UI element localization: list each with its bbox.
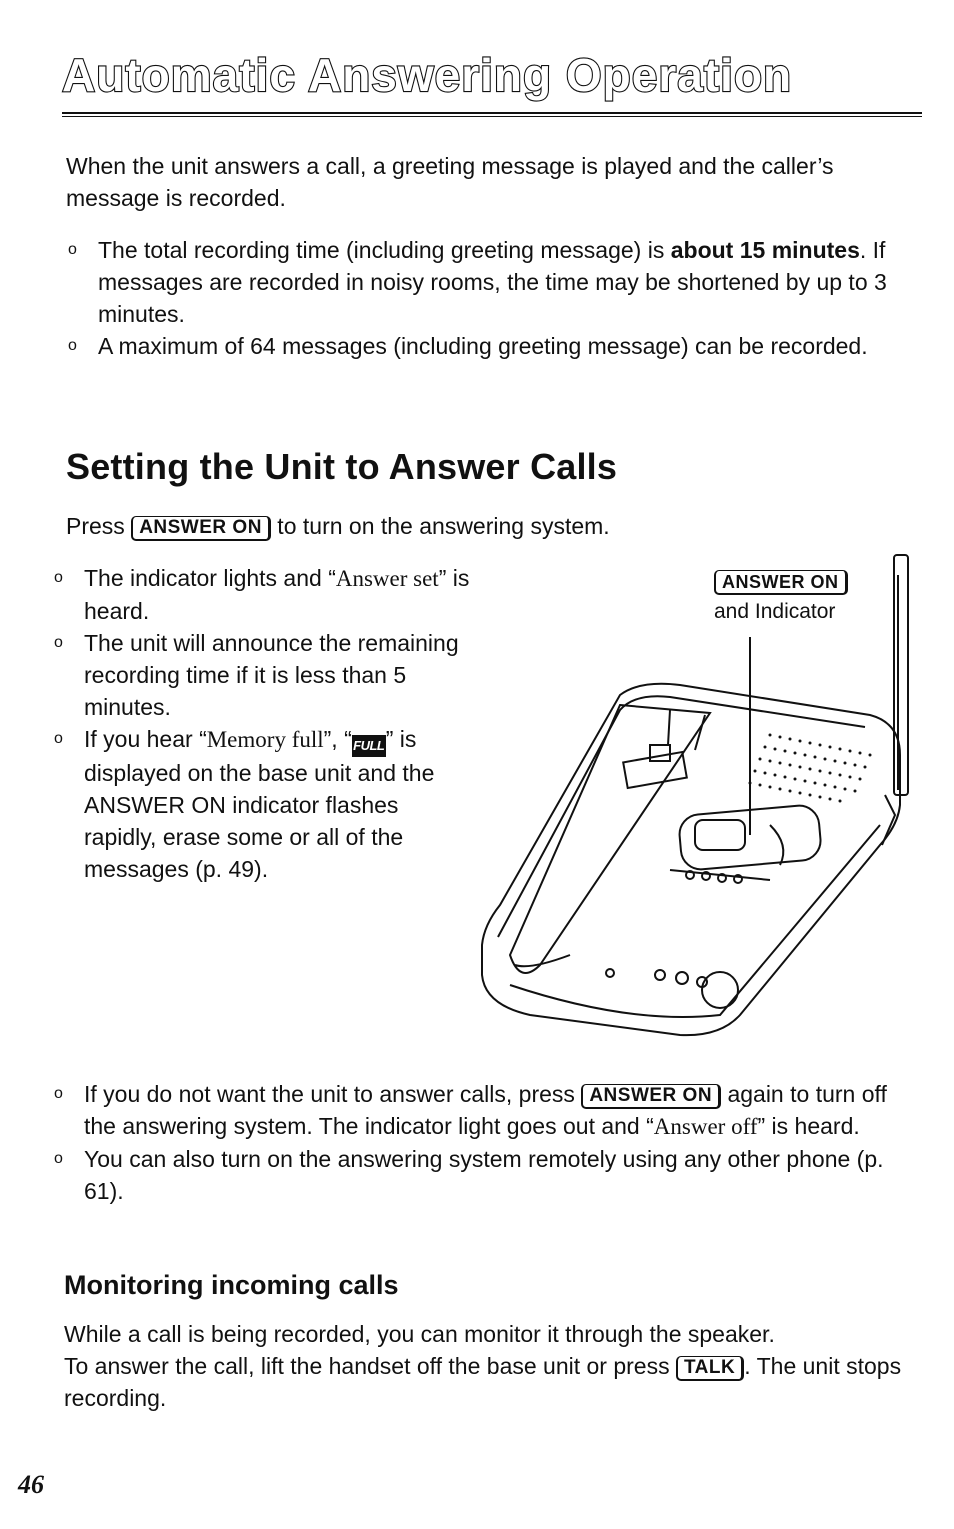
press-instruction: Press ANSWER ON to turn on the answering system. [66,513,610,539]
list-item: o You can also turn on the answering system remotely using any other phone (p. 61). [54,1143,904,1207]
setting-bullet-list [54,562,474,885]
answer-on-key-label: ANSWER ON [714,570,848,595]
answering-machine-illustration [470,545,930,1045]
bullet-icon: o [54,730,63,747]
memory-full-display-icon: FULL [352,735,386,757]
figure-caption: and Indicator [714,600,836,623]
page-title: Automatic Answering Operation [62,49,793,101]
bullet-icon: o [54,1085,63,1102]
list-item: o A maximum of 64 messages (including greeting message) can be recorded. [68,330,888,362]
intro-paragraph: When the unit answers a call, a greeting message is played and the caller’s message is recorded. [66,153,834,211]
page-number: 46 [18,1470,44,1499]
subsection-heading: Monitoring incoming calls [64,1270,399,1300]
bullet-icon: o [54,634,63,651]
section-heading: Setting the Unit to Answer Calls [66,446,618,487]
monitor-paragraph: While a call is being recorded, you can monitor it through the speaker. To answer the call, lift the handset off the base unit or press TALK . The unit stops recording. [64,1321,902,1411]
bullet-icon: o [68,337,77,354]
answer-on-key: ANSWER ON [581,1084,721,1109]
lower-bullet-list [54,1078,904,1207]
answer-on-key: ANSWER ON [131,516,271,541]
bullet-icon: o [68,241,77,258]
title-rule [62,112,922,117]
list-item: o The unit will announce the remaining recording time if it is less than 5 minutes. [54,627,474,723]
list-item: o If you do not want the unit to answer calls, press ANSWER ON again to turn off the answering system. The indicator light goes out and “Answer off” is heard. [54,1078,904,1143]
talk-key: TALK [676,1356,744,1381]
bullet-icon: o [54,569,63,586]
intro-bullet-list [68,234,888,362]
list-item: o If you hear “Memory full”, “FULL” is displayed on the base unit and the ANSWER ON indicator flashes rapidly, erase some or all of the messages (p. 49). [54,723,474,885]
bullet-icon: o [54,1150,63,1167]
list-item: o The indicator lights and “Answer set” is heard. [54,562,474,627]
list-item: o The total recording time (including greeting message) is about 15 minutes. If messages are recorded in noisy rooms, the time may be shortened by up to 3 minutes. [68,234,888,330]
